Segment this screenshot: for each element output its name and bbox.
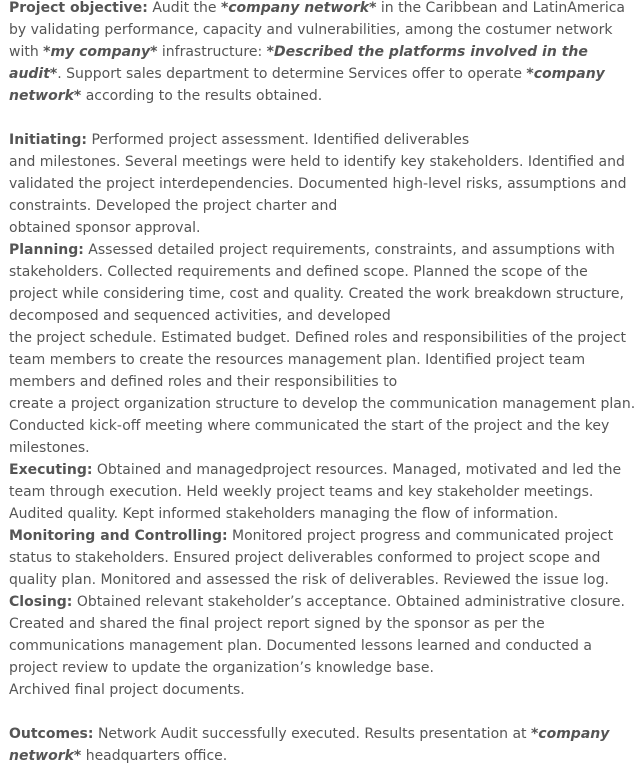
paragraph-gap	[9, 107, 632, 129]
section-label: Project objective:	[9, 0, 148, 16]
text-run: Network Audit successfully executed. Results presentation at	[93, 726, 531, 742]
text-run: Assessed detailed project requirements, constraints, and assumptions with	[83, 242, 615, 258]
emphasis-run: audit*	[9, 66, 58, 82]
text-run: . Support sales department to determine Services offer to operate	[57, 66, 527, 82]
planning-paragraph	[9, 239, 636, 459]
text-run: Audit the	[147, 0, 221, 16]
text-line	[9, 723, 632, 745]
section-label: Closing:	[9, 594, 73, 610]
paragraph-gap	[9, 701, 632, 723]
text-line: Audited quality. Kept informed stakeholders managing the flow of information.	[9, 506, 559, 522]
text-line	[9, 745, 632, 767]
text-line	[9, 129, 632, 151]
text-run: Obtained and managedproject resources. Managed, motivated and led the	[92, 462, 622, 478]
text-line	[9, 239, 632, 261]
text-run: Obtained relevant stakeholder’s acceptance. Obtained administrative closure.	[72, 594, 625, 610]
text-line: the project schedule. Estimated budget. Defined roles and responsibilities of the project	[9, 330, 627, 346]
emphasis-run: *company network*	[220, 0, 377, 16]
section-label: Monitoring and Controlling:	[9, 528, 228, 544]
emphasis-run: *my company*	[43, 44, 158, 60]
text-line: by validating performance, capacity and vulnerabilities, among the costumer network	[9, 22, 613, 38]
text-run: infrastructure:	[157, 44, 267, 60]
text-line	[9, 591, 632, 613]
section-label: Initiating:	[9, 132, 87, 148]
emphasis-run: network*	[9, 748, 82, 764]
text-line: validated the project interdependencies. Documented high-level risks, assumptions and	[9, 176, 627, 192]
text-run: in the Caribbean and LatinAmerica	[376, 0, 626, 16]
text-line: Created and shared the final project report signed by the sponsor as per the	[9, 616, 545, 632]
text-line: project review to update the organization’s knowledge base.	[9, 660, 434, 676]
text-line	[9, 41, 632, 63]
text-line: decomposed and sequenced activities, and developed	[9, 308, 391, 324]
text-line: obtained sponsor approval.	[9, 220, 201, 236]
emphasis-run: *company	[526, 66, 605, 82]
text-line: Archived final project documents.	[9, 682, 245, 698]
text-line	[9, 85, 632, 107]
text-line: milestones.	[9, 440, 90, 456]
text-line: quality plan. Monitored and assessed the risk of deliverables. Reviewed the issue log.	[9, 572, 609, 588]
text-run: with	[9, 44, 44, 60]
text-line: project while considering time, cost and quality. Created the work breakdown structure,	[9, 286, 624, 302]
text-line: status to stakeholders. Ensured project deliverables conformed to project scope and	[9, 550, 601, 566]
text-line: stakeholders. Collected requirements and defined scope. Planned the scope of the	[9, 264, 588, 280]
text-line: team members to create the resources management plan. Identified project team	[9, 352, 586, 368]
text-line: create a project organization structure to develop the communication management plan.	[9, 396, 636, 412]
text-line	[9, 525, 632, 547]
project-objective-paragraph	[9, 0, 632, 107]
text-line: constraints. Developed the project charter and	[9, 198, 338, 214]
initiating-paragraph	[9, 129, 632, 239]
outcomes-paragraph	[9, 723, 632, 767]
text-line: Conducted kick-off meeting where communicated the start of the project and the key	[9, 418, 610, 434]
text-run: according to the results obtained.	[81, 88, 323, 104]
emphasis-run: *company	[530, 726, 610, 742]
text-line	[9, 63, 632, 85]
text-run: Monitored project progress and communicated project	[227, 528, 614, 544]
section-label: Outcomes:	[9, 726, 94, 742]
text-run: Performed project assessment. Identified deliverables	[87, 132, 470, 148]
section-label: Executing:	[9, 462, 93, 478]
text-line	[9, 0, 632, 19]
text-line: and milestones. Several meetings were held to identify key stakeholders. Identified and	[9, 154, 625, 170]
text-run: headquarters office.	[81, 748, 228, 764]
monitoring-paragraph	[9, 525, 632, 591]
text-line	[9, 459, 632, 481]
emphasis-run: *Described the platforms involved in the	[266, 44, 588, 60]
text-line: members and defined roles and their responsibilities to	[9, 374, 398, 390]
emphasis-run: network*	[9, 88, 82, 104]
executing-paragraph	[9, 459, 632, 525]
text-line: communications management plan. Documented lessons learned and conducted a	[9, 638, 592, 654]
section-label: Planning:	[9, 242, 84, 258]
text-line: team through execution. Held weekly project teams and key stakeholder meetings.	[9, 484, 594, 500]
closing-paragraph	[9, 591, 632, 701]
